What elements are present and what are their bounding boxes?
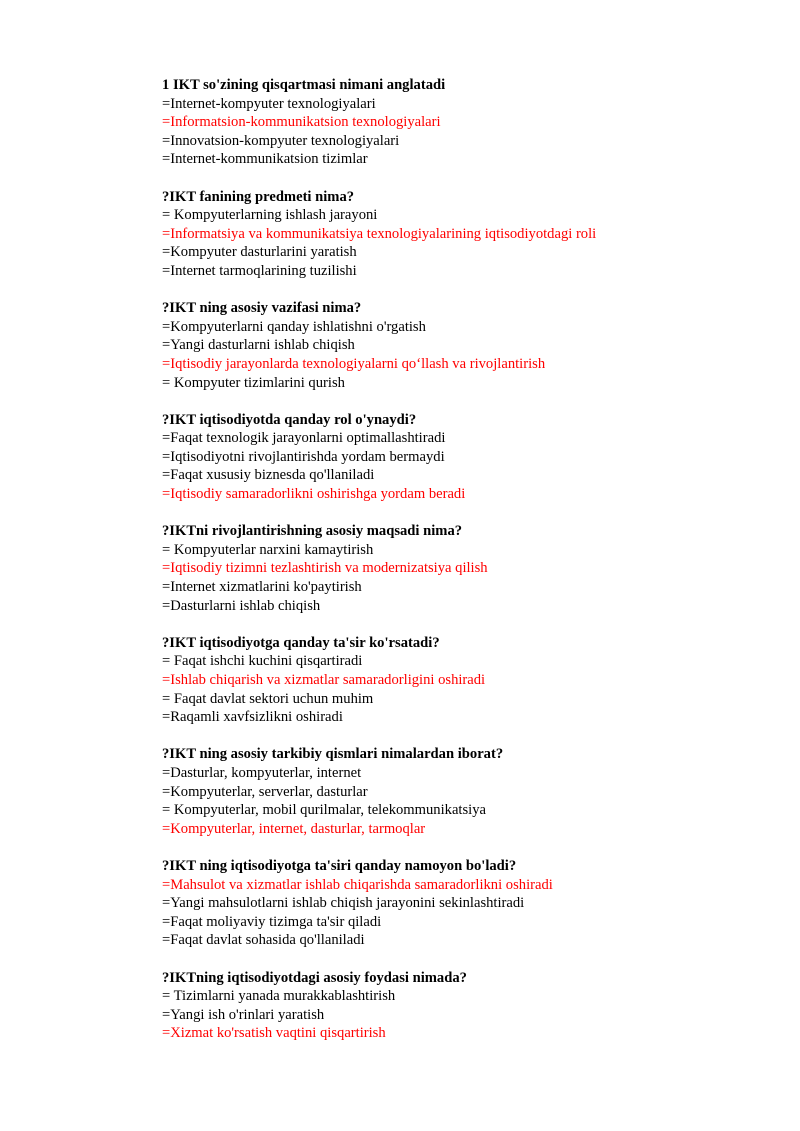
answer-option: =Kompyuter dasturlarini yaratish [162,244,357,261]
answer-option: = Faqat ishchi kuchini qisqartiradi [162,653,363,670]
answer-option: =Yangi mahsulotlarni ishlab chiqish jarayonini sekinlashtiradi [162,895,525,912]
question-block [162,745,762,838]
answer-option-correct: =Iqtisodiy tizimni tezlashtirish va modernizatsiya qilish [162,560,488,577]
answer-option-correct: =Ishlab chiqarish va xizmatlar samaradorligini oshiradi [162,672,486,688]
answer-option: =Dasturlarni ishlab chiqish [162,597,321,614]
answer-option-correct: =Iqtisodiy samaradorlikni oshirishga yordam beradi [162,486,466,503]
question-text: ?IKT ning iqtisodiyotga ta'siri qanday namoyon bo'ladi? [162,857,517,874]
question-block [162,76,762,169]
answer-option: =Yangi ish o'rinlari yaratish [162,1006,325,1023]
question-block [162,634,762,727]
answer-option: = Faqat davlat sektori uchun muhim [162,690,374,707]
answer-option: =Kompyuterlar, serverlar, dasturlar [162,783,368,800]
answer-option-correct: =Kompyuterlar, internet, dasturlar, tarmoqlar [162,820,426,837]
question-text: ?IKT iqtisodiyotda qanday rol o'ynaydi? [162,411,417,428]
answer-option: =Dasturlar, kompyuterlar, internet [162,764,362,781]
answer-option-correct: =Mahsulot va xizmatlar ishlab chiqarishda samaradorlikni oshiradi [162,876,553,893]
answer-option: =Raqamli xavfsizlikni oshiradi [162,709,343,726]
question-text: ?IKT ning asosiy vazifasi nima? [162,300,362,317]
answer-option: =Internet-kommunikatsion tizimlar [162,151,368,168]
question-text: ?IKT iqtisodiyotga qanday ta'sir ko'rsatadi? [162,634,440,651]
answer-option-correct: =Informatsion-kommunikatsion texnologiyalari [162,114,441,131]
answer-option: = Tizimlarni yanada murakkablashtirish [162,988,396,1005]
answer-option: =Internet-kompyuter texnologiyalari [162,95,376,112]
answer-option: =Faqat davlat sohasida qo'llaniladi [162,932,365,949]
question-text: ?IKT fanining predmeti nima? [162,188,355,205]
answer-option-correct: =Xizmat ko'rsatish vaqtini qisqartirish [162,1025,386,1042]
answer-option: =Iqtisodiyotni rivojlantirishda yordam bermaydi [162,448,445,465]
question-block [162,969,762,1043]
answer-option-correct: =Informatsiya va kommunikatsiya texnologiyalarining iqtisodiyotdagi roli [162,225,597,242]
answer-option: =Internet tarmoqlarining tuzilishi [162,262,357,279]
question-block [162,299,762,392]
answer-option-correct: =Iqtisodiy jarayonlarda texnologiyalarni qo‘llash va rivojlantirish [162,355,546,372]
answer-option: =Innovatsion-kompyuter texnologiyalari [162,132,400,149]
question-block [162,411,762,504]
question-block [162,188,762,281]
question-text: ?IKTning iqtisodiyotdagi asosiy foydasi nimada? [162,969,467,986]
question-text: ?IKT ning asosiy tarkibiy qismlari nimalardan iborat? [162,746,504,763]
question-text: 1 IKT so'zining qisqartmasi nimani anglatadi [162,77,446,93]
question-block [162,522,762,615]
quiz-document [162,76,762,1061]
answer-option: =Faqat moliyaviy tizimga ta'sir qiladi [162,913,382,930]
answer-option: =Faqat texnologik jarayonlarni optimallashtiradi [162,430,446,447]
question-block [162,857,762,950]
question-text: ?IKTni rivojlantirishning asosiy maqsadi nima? [162,523,463,540]
answer-option: = Kompyuter tizimlarini qurish [162,374,345,391]
answer-option: = Kompyuterlar narxini kamaytirish [162,541,374,558]
answer-option: = Kompyuterlarning ishlash jarayoni [162,207,378,224]
answer-option: =Internet xizmatlarini ko'paytirish [162,579,362,596]
answer-option: =Faqat xususiy biznesda qo'llaniladi [162,467,375,484]
answer-option: =Yangi dasturlarni ishlab chiqish [162,337,355,354]
answer-option: =Kompyuterlarni qanday ishlatishni o'rgatish [162,318,426,335]
answer-option: = Kompyuterlar, mobil qurilmalar, telekommunikatsiya [162,802,486,819]
